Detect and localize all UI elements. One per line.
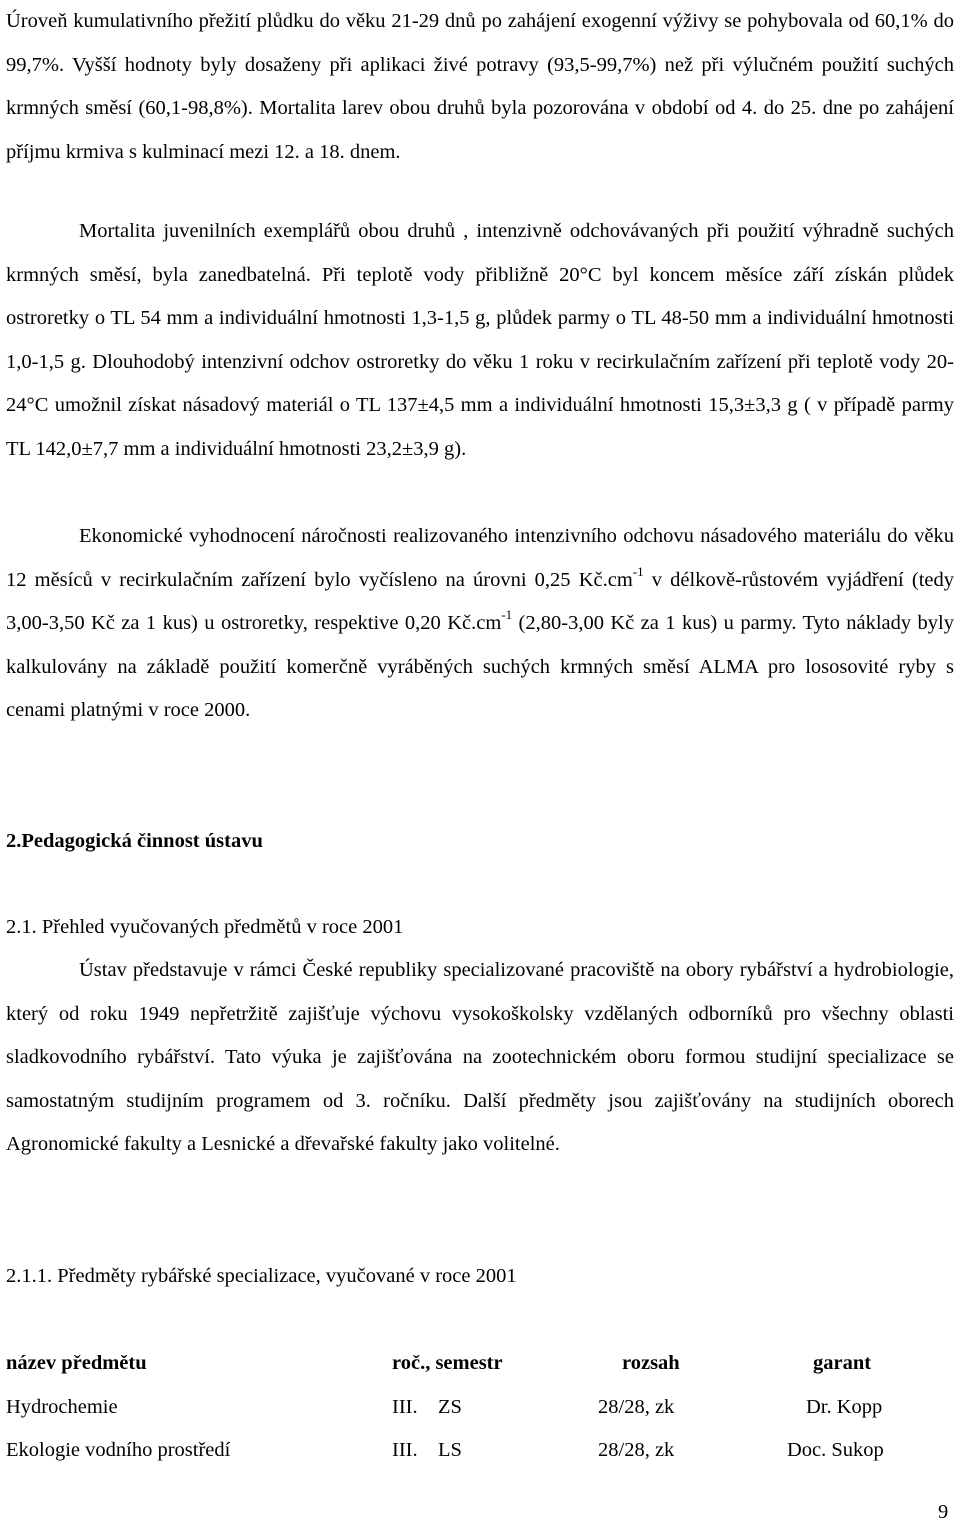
table-header-row: [6, 1342, 954, 1386]
header-guarantor: garant: [813, 1352, 872, 1374]
header-subject: název předmětu: [6, 1352, 147, 1374]
paragraph-survival: Úroveň kumulativního přežití plůdku do věku 21-29 dnů po zahájení exogenní výživy se pohybovala od 60,1% do 99,7%. Vyšší hodnoty byly dosaženy při aplikaci živé potravy (93,5-99,7%) než při výlučném použití suchých krmných směsí (60,1-98,8%). Mortalita larev obou druhů byla pozorována v období od 4. do 25. dne po zahájení příjmu krmiva s kulminací mezi 12. a 18. dnem.: [6, 10, 954, 163]
cell-scope: 28/28, zk: [598, 1439, 675, 1462]
cell-guarantor: Dr. Kopp: [806, 1395, 883, 1418]
page-number: 9: [938, 1501, 949, 1523]
header-scope: rozsah: [622, 1352, 680, 1374]
cell-guarantor: Doc. Sukop: [787, 1439, 884, 1462]
economic-text-part-1: Ekonomické vyhodnocení náročnosti realizovaného intenzivního odchovu násadového materiálu do věku 12 měsíců v recirkulačním zařízení bylo vyčísleno na úrovni 0,25 Kč.cm: [6, 525, 954, 591]
economic-text-part-3: (2,80-3,00 Kč za 1 kus) u parmy. Tyto náklady byly kalkulovány na základě použití komerčně vyráběných suchých krmných směsí ALMA pro lososovité ryby s cenami platnými v roce 2000.: [6, 612, 954, 722]
cell-year: III.: [392, 1439, 418, 1462]
cell-semester: LS: [438, 1439, 462, 1462]
paragraph-institute-overview: Ústav představuje v rámci České republiky specializované pracoviště na obory rybářství a hydrobiologie, který od roku 1949 nepřetržitě zajišťuje výchovu vysokoškolsky vzdělaných odborníků pro všechny oblasti sladkovodního rybářství. Tato výuka je zajišťována na zootechnickém oboru formou studijní specializace se samostatným studijním programem od 3. ročníku. Další předměty jsou zajišťovány na studijních oborech Agronomické fakulty a Lesnické a dřevařské fakulty jako volitelné.: [6, 959, 954, 1156]
cell-scope: 28/28, zk: [598, 1395, 675, 1418]
economic-text-part-2: v délkově-růstovém vyjádření (tedy 3,00-3,50 Kč za 1 kus) u ostroretky, respektive 0,20 Kč.cm: [6, 568, 954, 635]
subsubsection-heading: 2.1.1. Předměty rybářské specializace, vyučované v roce 2001: [6, 1265, 517, 1287]
subjects-table: [6, 1342, 954, 1473]
paragraph-juvenile-mortality: Mortalita juvenilních exemplářů obou druhů , intenzivně odchovávaných při použití výhradně suchých krmných směsí, byla zanedbatelná. Při teplotě vody přibližně 20°C byl koncem měsíce září získán plůdek ostroretky o TL 54 mm a individuální hmotnosti 1,3-1,5 g, plůdek parmy o TL 48-50 mm a individuální hmotnosti 1,0-1,5 g. Dlouhodobý intenzivní odchov ostroretky do věku 1 roku v recirkulačním zařízení při teplotě vody 20-24°C umožnil získat násadový materiál o TL 137±4,5 mm a individuální hmotnosti 15,3±3,3 g ( v případě parmy TL 142,0±7,7 mm a individuální hmotnosti 23,2±3,9 g).: [6, 220, 954, 460]
subsection-heading: 2.1. Přehled vyučovaných předmětů v roce 2001: [6, 916, 404, 938]
table-row: [6, 1386, 954, 1430]
section-heading: 2.Pedagogická činnost ústavu: [6, 830, 263, 852]
cell-subject: Hydrochemie: [6, 1395, 118, 1418]
cell-subject: Ekologie vodního prostředí: [6, 1439, 231, 1462]
superscript-minus-one: -1: [501, 607, 513, 623]
paragraph-economic-evaluation: [6, 515, 954, 733]
cell-year: III.: [392, 1395, 418, 1418]
header-year-semester: roč., semestr: [392, 1352, 503, 1374]
table-row: [6, 1429, 954, 1473]
superscript-minus-one: -1: [632, 563, 644, 579]
cell-semester: ZS: [438, 1395, 462, 1418]
